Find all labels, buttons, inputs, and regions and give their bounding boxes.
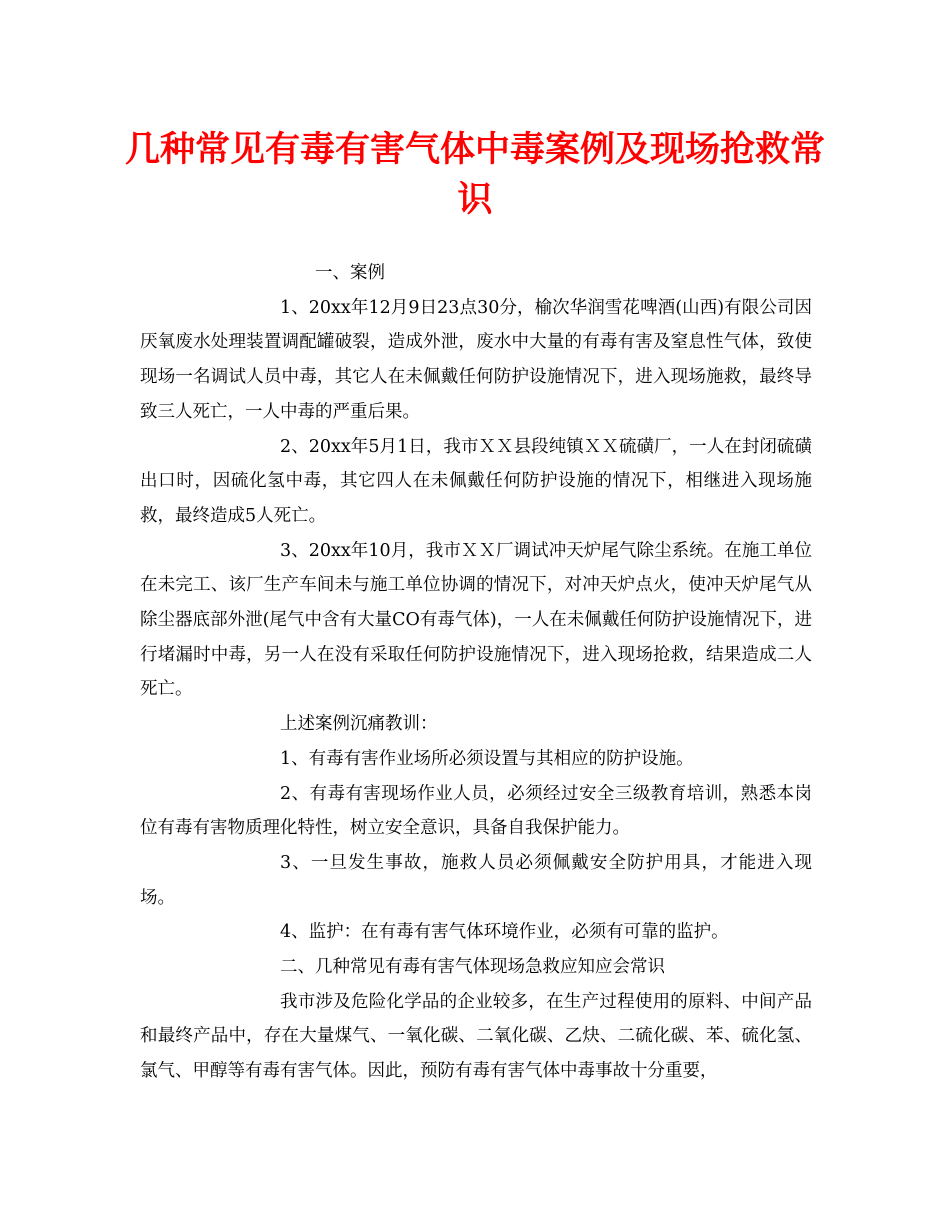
lesson-item-4: 4、监护：在有毒有害气体环境作业，必须有可靠的监护。 [280, 922, 729, 943]
document-body [140, 256, 812, 1089]
case-paragraph-1: 1、20xx年12月9日23点30分，榆次华润雪花啤酒(山西)有限公司因厌氧废水处理装置调配罐破裂，造成外泄，废水中大量的有毒有害及窒息性气体，致使现场一名调试人员中毒，其它人在未佩戴任何防护设施情况下，进入现场施救，最终导致三人死亡，一人中毒的严重后果。 [140, 297, 812, 422]
intro-paragraph: 我市涉及危险化学品的企业较多，在生产过程使用的原料、中间产品和最终产品中，存在大量煤气、一氧化碳、二氧化碳、乙炔、二硫化碳、苯、硫化氢、氯气、甲醇等有毒有害气体。因此，预防有毒有害气体中毒事故十分重要， [140, 991, 812, 1082]
lesson-item-2: 2、有毒有害现场作业人员，必须经过安全三级教育培训，熟悉本岗位有毒有害物质理化特性，树立安全意识，具备自我保护能力。 [140, 783, 812, 839]
lesson-item-3: 3、一旦发生事故，施救人员必须佩戴安全防护用具，才能进入现场。 [140, 852, 812, 908]
document-title: 几种常见有毒有害气体中毒案例及现场抢救常识 [124, 129, 825, 220]
section-heading-cases: 一、案例 [315, 263, 385, 283]
section-heading-first-aid: 二、几种常见有毒有害气体现场急救应知应会常识 [280, 957, 665, 978]
case-paragraph-3: 3、20xx年10月，我市ＸＸ厂调试冲天炉尾气除尘系统。在施工单位在未完工、该厂生产车间未与施工单位协调的情况下，对冲天炉点火，使冲天炉尾气从除尘器底部外泄(尾气中含有大量CO有毒气体)，一人在未佩戴任何防护设施情况下，进行堵漏时中毒，另一人在没有采取任何防护设施情况下，进入现场抢救，结果造成二人死亡。 [140, 540, 812, 700]
lesson-item-1: 1、有毒有害作业场所必须设置与其相应的防护设施。 [280, 748, 694, 769]
lessons-heading: 上述案例沉痛教训： [280, 714, 438, 735]
case-paragraph-2: 2、20xx年5月1日，我市ＸＸ县段纯镇ＸＸ硫磺厂，一人在封闭硫磺出口时，因硫化氢中毒，其它四人在未佩戴任何防护设施的情况下，相继进入现场施救，最终造成5人死亡。 [140, 436, 812, 526]
